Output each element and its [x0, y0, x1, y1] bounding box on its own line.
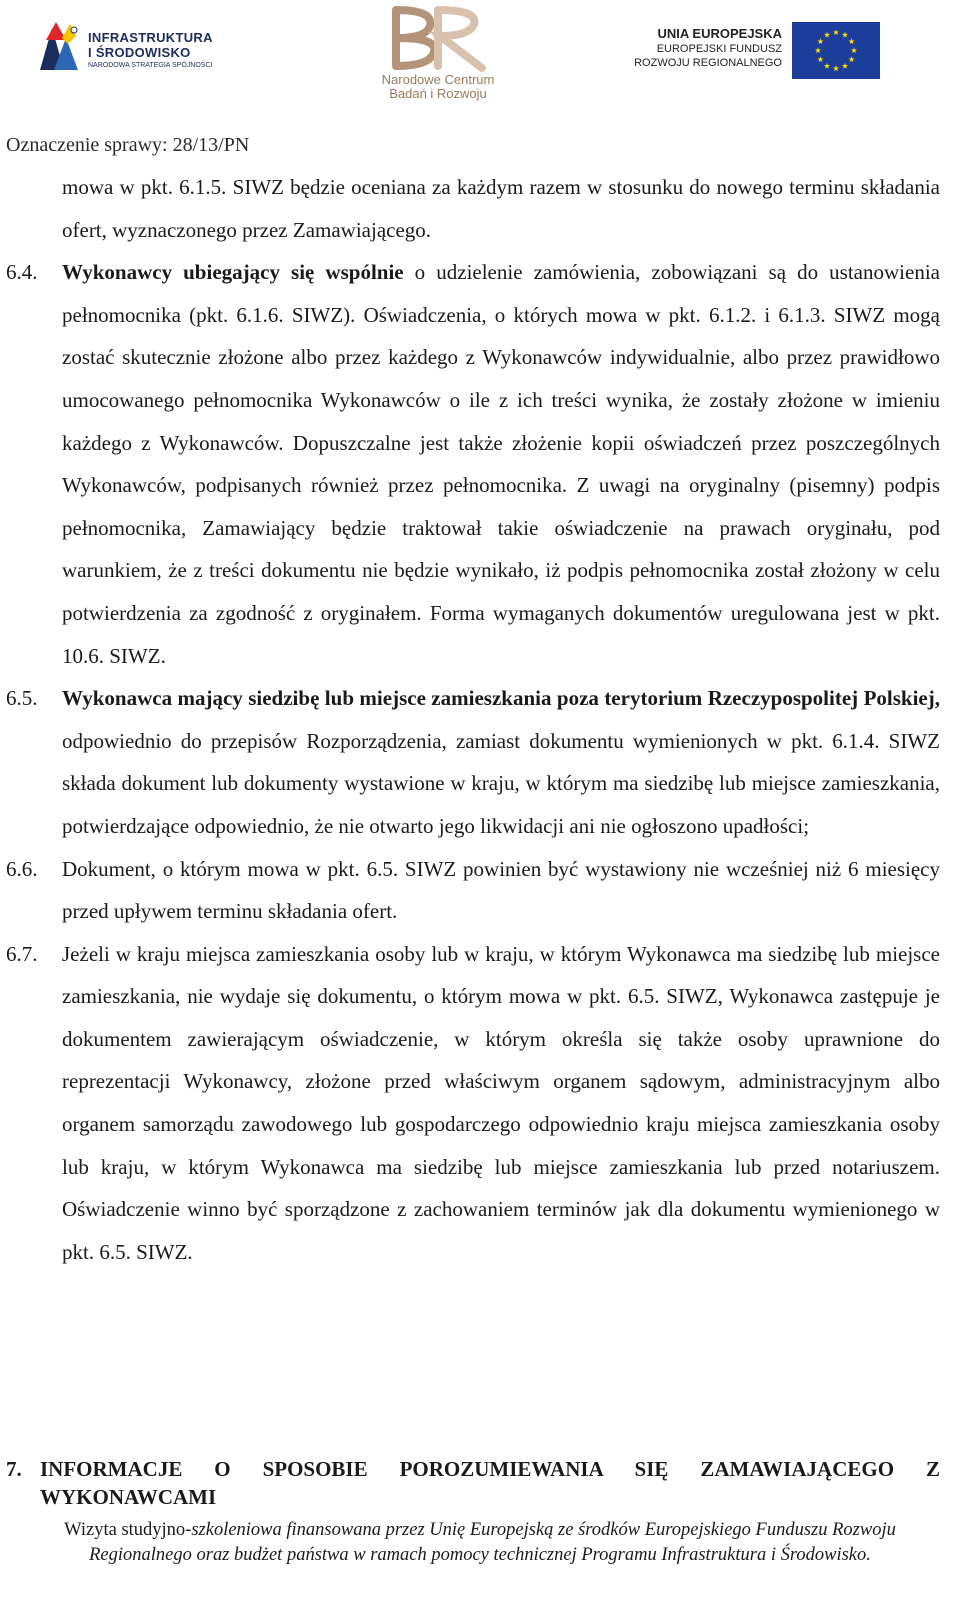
section-title: INFORMACJE O SPOSOBIE POROZUMIEWANIA SIĘ ZAMAWIAJĄCEGO Z WYKONAWCAMI	[40, 1457, 940, 1509]
paragraph-text: Dokument, o którym mowa w pkt. 6.5. SIWZ powinien być wystawiony nie wcześniej niż 6 miesięcy przed upływem terminu składania ofert.	[62, 856, 940, 924]
eu-flag-icon	[792, 22, 880, 79]
footer-line1	[0, 1518, 960, 1543]
eu-logo-line2: EUROPEJSKI FUNDUSZ	[656, 43, 782, 55]
paragraph-number: 6.4.	[6, 260, 38, 285]
paragraph-number: 6.7.	[6, 941, 38, 966]
ncbr-logo-line1: Narodowe Centrum	[381, 72, 495, 87]
case-number: Oznaczenie sprawy: 28/13/PN	[6, 134, 250, 156]
eu-logo-line3: ROZWOJU REGIONALNEGO	[634, 57, 782, 69]
paragraph-bold-lead: Wykonawca mający siedzibę lub miejsce zamieszkania poza terytorium Rzeczypospolitej Polskiej,	[62, 686, 940, 711]
paragraph-continuation	[6, 166, 940, 251]
paragraph-text: mowa w pkt. 6.1.5. SIWZ będzie oceniana za każdym razem w stosunku do nowego terminu składania ofert, wyznaczonego przez Zamawiającego.	[62, 175, 940, 242]
infra-logo-line1: INFRASTRUKTURA	[88, 30, 213, 45]
paragraph-6-4	[6, 251, 940, 677]
footer-line2	[0, 1543, 960, 1568]
section-heading-7	[6, 1455, 940, 1511]
paragraph-text	[62, 251, 940, 677]
infra-logo-line2: I ŚRODOWISKO	[88, 45, 191, 60]
paragraph-text	[62, 677, 940, 847]
infrastruktura-mark-icon	[36, 20, 84, 72]
eu-logo-line1: UNIA EUROPEJSKA	[657, 26, 782, 41]
section-number: 7.	[6, 1457, 22, 1481]
ncbr-mark-icon	[386, 6, 496, 72]
paragraph-number: 6.6.	[6, 856, 38, 881]
paragraph-number: 6.5.	[6, 686, 38, 711]
infra-logo-line3: NARODOWA STRATEGIA SPÓJNOŚCI	[88, 62, 213, 69]
paragraph-body: o udzielenie zamówienia, zobowiązani są do ustanowienia pełnomocnika (pkt. 6.1.6. SIWZ). Oświadczenia, o których mowa w pkt. 6.1.2. i 6.1.3. SIWZ mogą zostać skutecznie złożone albo przez każdego z Wykonawców indywidualnie, albo przez prawidłowo umocowanego pełnomocnika Wykonawców o ile z ich treści wynika, że zostały złożone w imieniu każdego z Wykonawców. Dopuszczalne jest także złożenie kopii oświadczeń przez poszczególnych Wykonawców, podpisanych również przez pełnomocnika. Z uwagi na oryginalny (pisemny) podpis pełnomocnika, Zamawiający będzie traktował takie oświadczenie na prawach oryginału, pod warunkiem, że z treści dokumentu nie będzie wynikało, iż podpis pełnomocnika został złożony w celu potwierdzenia za zgodność z oryginałem. Forma wymaganych dokumentów uregulowana jest w pkt. 10.6. SIWZ.	[62, 260, 940, 668]
header-logos	[0, 0, 960, 110]
paragraph-text: Jeżeli w kraju miejsca zamieszkania osoby lub w kraju, w którym Wykonawca ma siedzibę lub miejsce zamieszkania, nie wydaje się dokumentu, o którym mowa w pkt. 6.5. SIWZ, Wykonawca zastępuje je dokumentem zawierającym oświadczenie, w którym określa się także osoby uprawnione do reprezentacji Wykonawcy, złożone przed właściwym organem sądowym, administracyjnym albo organem samorządu zawodowego lub gospodarczego odpowiednio kraju miejsca zamieszkania osoby lub kraju, w którym Wykonawca ma siedzibę lub miejsce zamieszkania lub przed notariuszem. Oświadczenie winno być sporządzone z zachowaniem terminów jak dla dokumentu wymienionego w pkt. 6.5. SIWZ.	[62, 941, 940, 1264]
paragraph-body: odpowiednio do przepisów Rozporządzenia, zamiast dokumentu wymienionych w pkt. 6.1.4. SIWZ składa dokument lub dokumenty wystawione w kraju, w którym ma siedzibę lub miejsce zamieszkania, potwierdzające odpowiednio, że nie otwarto jego likwidacji ani nie ogłoszono upadłości;	[62, 728, 940, 838]
paragraph-6-6	[6, 848, 940, 933]
document-body	[6, 166, 940, 1273]
footer-line1-italic: szkoleniowa finansowana przez Unię Europejską ze środków Europejskiego Funduszu Rozwoju	[191, 1520, 896, 1540]
paragraph-6-5	[6, 677, 940, 847]
ncbr-logo	[368, 6, 538, 101]
paragraph-bold-lead: Wykonawcy ubiegający się wspólnie	[62, 260, 404, 285]
paragraph-6-7	[6, 933, 940, 1274]
eu-logo	[634, 22, 892, 82]
ncbr-logo-line2: Badań i Rozwoju	[389, 86, 487, 101]
footer-line2-italic: Regionalnego oraz budżet państwa w ramach pomocy technicznej Programu Infrastruktura i Środowisko.	[89, 1545, 871, 1565]
footer-line1-plain: Wizyta studyjno-	[64, 1520, 192, 1540]
infrastruktura-logo	[36, 20, 236, 76]
page-footer	[0, 1518, 960, 1568]
